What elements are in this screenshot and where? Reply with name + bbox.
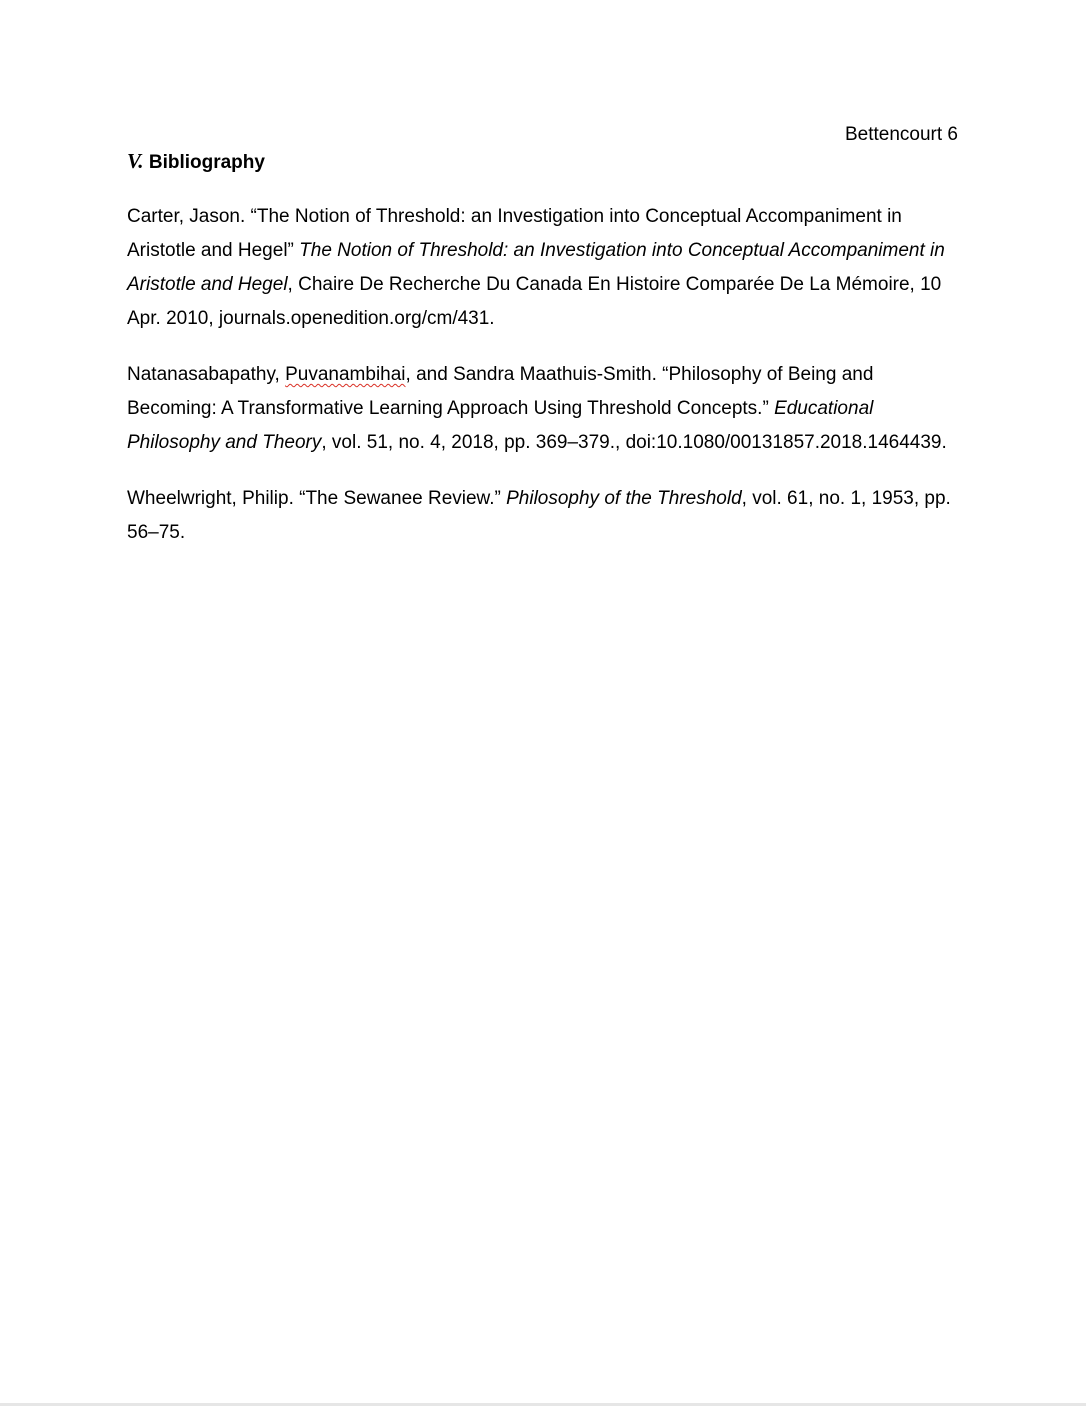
entry-publication-details: , vol. 51, no. 4, 2018, pp. 369–379., doi:10.1080/00131857.2018.1464439. xyxy=(321,432,947,453)
spellcheck-flagged-word[interactable]: Puvanambihai xyxy=(285,364,406,385)
running-head: Bettencourt 6 xyxy=(844,124,958,145)
entry-source-title: Philosophy of the Threshold xyxy=(506,488,742,509)
entry-publication-details: , Chaire De Recherche Du Canada En Histoire Comparée De La Mémoire, 10 Apr. 2010, journals.openedition.org/cm/431. xyxy=(127,274,942,329)
bibliography-entry xyxy=(127,200,967,336)
entry-citation-text: Natanasabapathy, xyxy=(127,364,286,385)
bibliography-entry xyxy=(127,482,967,550)
bibliography-list xyxy=(127,200,967,572)
section-numeral: V. xyxy=(127,149,144,173)
entry-source-title: Educational Philosophy and Theory xyxy=(127,398,874,453)
section-heading xyxy=(127,149,265,175)
entry-publication-details: , vol. 61, no. 1, 1953, pp. 56–75. xyxy=(127,488,951,543)
entry-source-title: The Notion of Threshold: an Investigation into Conceptual Accompaniment in Aristotle and Hegel xyxy=(127,240,945,295)
entry-citation-text: , and Sandra Maathuis-Smith. “Philosophy of Being and Becoming: A Transformative Learning Approach Using Threshold Concepts.” xyxy=(127,364,874,419)
entry-citation-text: Carter, Jason. “The Notion of Threshold: an Investigation into Conceptual Accompaniment in Aristotle and Hegel” xyxy=(127,206,902,261)
bibliography-entry xyxy=(127,358,967,460)
entry-citation-text: Wheelwright, Philip. “The Sewanee Review.” xyxy=(127,488,507,509)
section-title: Bibliography xyxy=(148,152,265,173)
